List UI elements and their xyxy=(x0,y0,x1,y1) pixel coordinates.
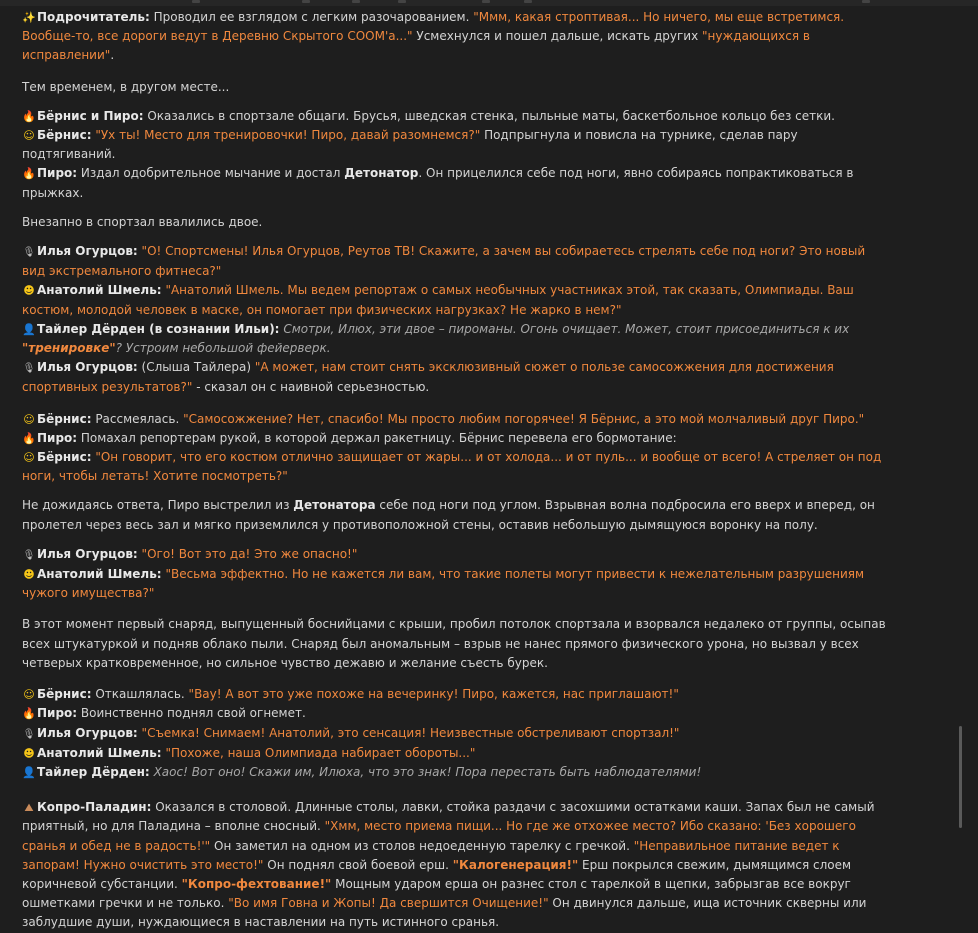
paragraph-spacer xyxy=(22,782,892,798)
sparkles-icon: ✨ xyxy=(22,11,36,24)
quoted-speech: "Ух ты! Место для тренировочки! Пиро, давай разомнемся?" xyxy=(95,128,481,143)
sweat-smile-icon: ☺ xyxy=(23,688,35,702)
narration-text: Ерш покрылся свежим, дымящимся слоем коричневой субстанции. xyxy=(22,857,852,891)
speaker-name: Детонатора xyxy=(293,498,376,513)
quoted-speech: "Анатолий Шмель. Мы ведем репортаж о самых необычных участниках этой, так сказать, Олимпиады. Ваш костюм, молодой человек в маске, он помогает при физических нагрузках? Не жарко в нем?" xyxy=(22,283,854,317)
narration-text: Не дожидаясь ответа, Пиро выстрелил из xyxy=(22,498,294,513)
grin-icon: ☻ xyxy=(23,568,35,582)
toolbar-marker xyxy=(398,0,406,3)
inner-voice-text: ? Устроим небольшой фейерверк. xyxy=(115,341,331,356)
narration-text: Он двинулся дальше, ища источник скверны или заблудшие души, нуждающиеся в наставлении на путь истинного сранья. xyxy=(22,896,867,930)
story-paragraph xyxy=(22,320,892,358)
quoted-speech: "Ммм, какая строптивая... Но ничего, мы еще встретимся. Вообще-то, все дороги ведут в Деревню Скрытого СООМ'а..." xyxy=(22,10,845,44)
toolbar-marker xyxy=(524,0,532,3)
story-paragraph xyxy=(22,126,892,164)
mountain-icon: ⛰ xyxy=(24,801,34,815)
story-paragraph xyxy=(22,281,892,319)
story-paragraph xyxy=(22,78,892,97)
toolbar-marker xyxy=(862,0,870,3)
narration-text: Воинственно поднял свой огнемет. xyxy=(77,706,306,721)
narration-text: . Он прицелился себе под ноги, явно собираясь попрактиковаться в прыжках. xyxy=(22,166,854,200)
speaker-name: Пиро: xyxy=(37,166,78,181)
speaker-name: Тайлер Дёрден (в сознании Ильи): xyxy=(37,321,280,336)
microphone-icon: 🎙 xyxy=(22,247,36,259)
fire-icon: 🔥 xyxy=(22,167,36,181)
story-paragraph xyxy=(22,798,892,932)
inner-voice-text: Смотри, Илюх, эти двое – пироманы. Огонь очищает. Может, стоит присоединиться к их xyxy=(283,321,850,336)
bust-silhouette-icon: 👤 xyxy=(22,765,36,779)
story-paragraph xyxy=(22,724,892,744)
sweat-smile-icon: ☺ xyxy=(23,129,35,143)
fire-icon: 🔥 xyxy=(22,707,36,721)
quoted-speech: "Неправильное питание ведет к запорам! Нужно очистить это место!" xyxy=(22,838,840,872)
paragraph-spacer xyxy=(22,398,892,410)
shouted-attack: "Калогенерация!" xyxy=(452,857,579,872)
narration-text: В этот момент первый снаряд, выпущенный боснийцами с крыши, пробил потолок спортзала и взорвался недалеко от группы, осыпав всех штукатуркой и подняв облако пыли. Снаряд был аномальным – взрыв не нанес прямого физического урона, но вызвал у всех четверых кратковременное, но сильное чувство дежавю и желание съесть бурек. xyxy=(22,617,886,670)
story-paragraph xyxy=(22,410,892,429)
speaker-name: Детонатор xyxy=(344,166,419,181)
toolbar-marker xyxy=(302,0,310,3)
narration-text: Он заметил на одном из столов недоеденную тарелку с гречкой. xyxy=(210,838,634,853)
story-paragraph xyxy=(22,213,892,232)
speaker-name: Подрочитатель: xyxy=(37,10,150,24)
story-paragraph xyxy=(22,545,892,565)
quoted-speech: "нуждающихся в исправлении" xyxy=(22,29,810,63)
inner-voice-text: Хаос! Вот оно! Скажи им, Илюха, что это знак! Пора перестать быть наблюдателями! xyxy=(153,764,702,779)
narration-text: - сказал он с наивной серьезностью. xyxy=(192,380,430,395)
grin-icon: ☻ xyxy=(23,284,35,298)
fire-icon: 🔥 xyxy=(22,431,36,445)
speaker-name: Илья Огурцов: xyxy=(37,360,138,375)
story-paragraph xyxy=(22,704,892,723)
narration-text: Подпрыгнула и повисла на турнике, сделав пару подтягиваний. xyxy=(22,128,798,162)
speaker-name: Пиро: xyxy=(37,430,78,445)
story-paragraph xyxy=(22,615,892,673)
speaker-name: Бёрнис: xyxy=(37,411,92,426)
speaker-name: Копро-Паладин: xyxy=(37,800,152,815)
story-paragraph xyxy=(22,565,892,603)
paragraph-spacer xyxy=(22,486,892,496)
narration-text: себе под ноги под углом. Взрывная волна подбросила его вверх и вперед, он пролетел через весь зал и мягко приземлился у противоположной стены, оставив небольшую дымящуюся воронку на полу. xyxy=(22,498,875,532)
quoted-speech: "Весьма эффектно. Но не кажется ли вам, что такие полеты могут привести к нежелательным разрушениям чужого имущества?" xyxy=(22,567,865,601)
story-paragraph xyxy=(22,685,892,704)
speaker-name: Бёрнис: xyxy=(37,128,92,143)
narration-text: Проводил ее взглядом с легким разочарованием. xyxy=(149,10,474,24)
paragraph-spacer xyxy=(22,66,892,78)
microphone-icon: 🎙 xyxy=(22,363,36,375)
speaker-name: Илья Огурцов: xyxy=(37,546,138,561)
paragraph-spacer xyxy=(22,603,892,615)
sweat-smile-icon: ☺ xyxy=(23,412,35,426)
narration-text: Мощным ударом ерша он разнес стол с тарелкой в щепки, забрызгав все вокруг ошметками гречки и не только. xyxy=(22,876,851,911)
quoted-speech: "Вау! А вот это уже похоже на вечеринку! Пиро, кажется, нас приглашают!" xyxy=(188,687,679,702)
message-content xyxy=(22,8,892,933)
sweat-smile-icon: ☺ xyxy=(23,451,35,465)
toolbar-marker xyxy=(352,0,360,3)
paragraph-spacer xyxy=(22,203,892,213)
paragraph-spacer xyxy=(22,97,892,107)
speaker-name: Бёрнис: xyxy=(37,450,92,465)
grin-icon: ☻ xyxy=(23,746,35,760)
narration-text: Усмехнулся и пошел дальше, искать других xyxy=(412,29,703,44)
speaker-name: Пиро: xyxy=(37,706,78,721)
inner-voice-quote: "тренировке" xyxy=(22,341,116,356)
story-paragraph xyxy=(22,242,892,281)
paragraph-spacer xyxy=(22,535,892,545)
microphone-icon: 🎙 xyxy=(22,549,36,561)
story-paragraph xyxy=(22,107,892,126)
story-paragraph xyxy=(22,763,892,782)
quoted-speech: "Хмм, место приема пищи... Но где же отхожее место? Ибо сказано: 'Без хорошего сранья и обед не в радость!'" xyxy=(22,819,856,853)
narration-text: Он поднял свой боевой ерш. xyxy=(263,857,453,872)
speaker-name: Илья Огурцов: xyxy=(37,725,138,740)
narration-text: Оказался в столовой. Длинные столы, лавки, стойка раздачи с засохшими остатками каши. Запах был не самый приятный, но для Паладина – вполне сносный. xyxy=(22,800,875,834)
scrollbar-thumb[interactable] xyxy=(959,726,962,828)
speaker-name: Анатолий Шмель: xyxy=(37,567,162,582)
quoted-speech: "Он говорит, что его костюм отлично защищает от жары... и от холода... и от пуль... и вообще от всего! А стреляет он под ноги, чтобы летать! Хотите посмотреть?" xyxy=(22,450,882,484)
quoted-speech: "Во имя Говна и Жопы! Да свершится Очищение!" xyxy=(228,896,549,911)
top-bar xyxy=(0,0,978,6)
toolbar-marker xyxy=(192,0,200,3)
quoted-speech: "Самосожжение? Нет, спасибо! Мы просто любим погорячее! Я Бёрнис, а это мой молчаливый друг Пиро." xyxy=(183,411,865,426)
quoted-speech: "О! Спортсмены! Илья Огурцов, Реутов ТВ! Скажите, а зачем вы собираетесь стрелять себе под ноги? Это новый вид экстремального фитнеса?" xyxy=(22,244,866,279)
narration-text: Внезапно в спортзал ввалились двое. xyxy=(22,214,263,229)
story-paragraph xyxy=(22,496,892,534)
paragraph-spacer xyxy=(22,673,892,685)
narration-text: . xyxy=(110,48,115,63)
quoted-speech: "Ого! Вот это да! Это же опасно!" xyxy=(141,546,358,561)
narration-text: Откашлялась. xyxy=(91,687,189,702)
story-paragraph xyxy=(22,8,892,66)
quoted-speech: "А может, нам стоит снять эксклюзивный сюжет о пользе самосожжения для достижения спортивных результатов?" xyxy=(22,360,834,395)
story-paragraph xyxy=(22,358,892,397)
microphone-icon: 🎙 xyxy=(22,728,36,740)
quoted-speech: "Похоже, наша Олимпиада набирает обороты..." xyxy=(165,745,476,760)
speaker-name: Бёрнис: xyxy=(37,687,92,702)
speaker-name: Анатолий Шмель: xyxy=(37,745,162,760)
speaker-name: Тайлер Дёрден: xyxy=(37,764,150,779)
speaker-name: Анатолий Шмель: xyxy=(37,283,162,298)
narration-text: Тем временем, в другом месте... xyxy=(22,79,230,94)
speaker-name: Илья Огурцов: xyxy=(37,244,138,259)
bust-silhouette-icon: 👤 xyxy=(22,322,36,336)
narration-text: Помахал репортерам рукой, в которой держал ракетницу. Бёрнис перевела его бормотание: xyxy=(77,430,677,445)
story-paragraph xyxy=(22,429,892,448)
narration-text: (Слыша Тайлера) xyxy=(137,360,255,375)
narration-text: Издал одобрительное мычание и достал xyxy=(77,166,345,181)
toolbar-marker xyxy=(482,0,490,3)
story-paragraph xyxy=(22,448,892,486)
speaker-name: Бёрнис и Пиро: xyxy=(37,108,144,123)
quoted-speech: "Съемка! Снимаем! Анатолий, это сенсация! Неизвестные обстреливают спортзал!" xyxy=(141,725,680,740)
narration-text: Оказались в спортзале общаги. Брусья, шведская стенка, пыльные маты, баскетбольное кольцо без сетки. xyxy=(143,108,835,123)
narration-text: Рассмеялась. xyxy=(91,411,184,426)
fire-icon: 🔥 xyxy=(22,109,36,123)
story-paragraph xyxy=(22,164,892,202)
shouted-attack: "Копро-фехтование!" xyxy=(181,876,332,891)
story-paragraph xyxy=(22,744,892,763)
paragraph-spacer xyxy=(22,232,892,242)
